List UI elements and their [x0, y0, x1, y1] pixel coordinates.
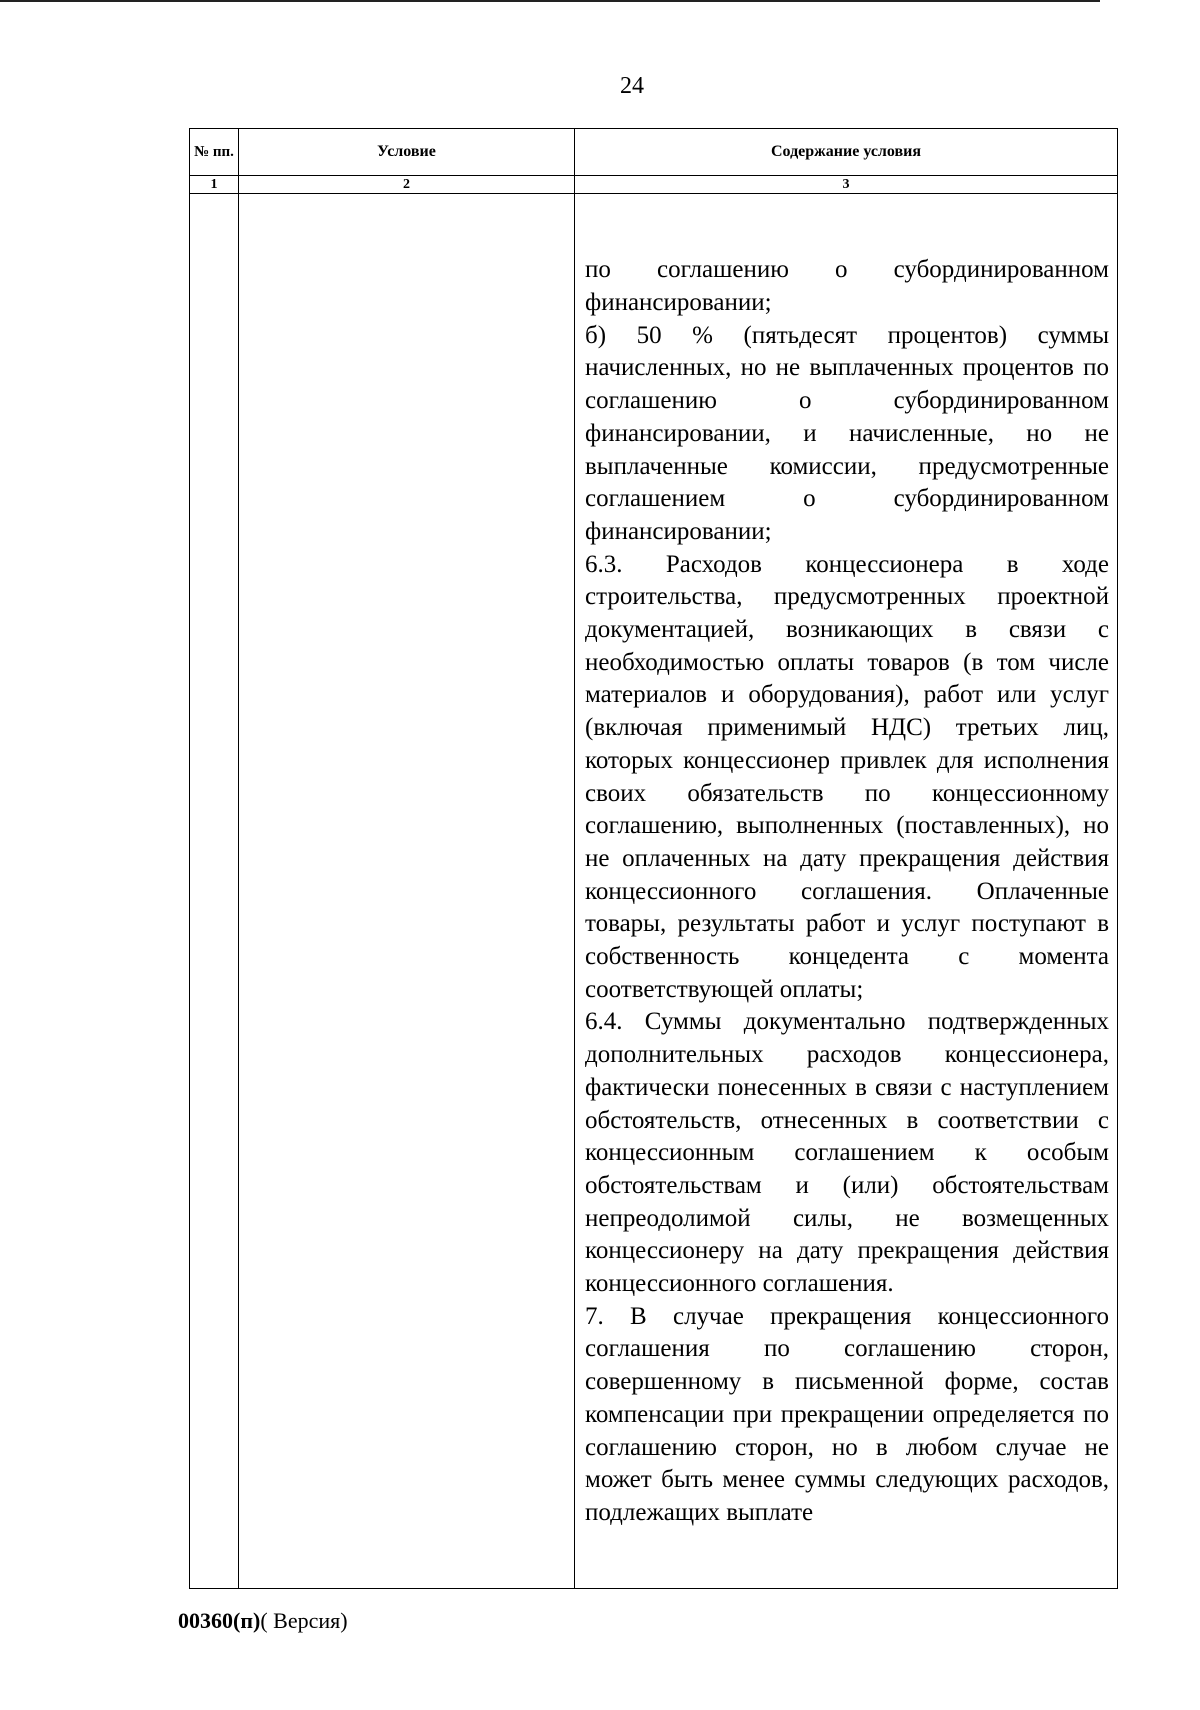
- document-code: 00360(п): [178, 1608, 261, 1633]
- document-footer: [178, 1608, 348, 1634]
- content-paragraph: 6.3. Расходов концессионера в ходе строительства, предусмотренных проектной документацией, возникающих в связи с необходимостью оплаты товаров (в том числе материалов и оборудования), работ или услуг (включая применимый НДС) третьих лиц, которых концессионер привлек для исполнения своих обязательств по концессионному соглашению, выполненных (поставленных), но не оплаченных на дату прекращения действия концессионного соглашения. Оплаченные товары, результаты работ и услуг поступают в собственность концедента с момента соответствующей оплаты;: [585, 550, 1109, 1003]
- header-content: Содержание условия: [575, 129, 1118, 176]
- header-condition: Условие: [239, 129, 575, 176]
- column-number-2: 2: [239, 176, 575, 194]
- row-content-cell: [575, 194, 1118, 1589]
- document-version: ( Версия): [260, 1608, 348, 1633]
- header-number: № пп.: [190, 129, 239, 176]
- column-number-1: 1: [190, 176, 239, 194]
- content-paragraph: 7. В случае прекращения концессионного соглашения по соглашению сторон, совершенному в письменной форме, состав компенсации при прекращении определяется по соглашению сторон, но в любом случае не может быть менее суммы следующих расходов, подлежащих выплате: [585, 1302, 1109, 1526]
- column-number-3: 3: [575, 176, 1118, 194]
- content-paragraph: по соглашению о субординированном финансировании;: [585, 256, 1109, 316]
- page-number: 24: [620, 73, 644, 99]
- column-number-row: [190, 176, 1118, 194]
- conditions-table: [189, 128, 1118, 1589]
- table-row: [190, 194, 1118, 1589]
- top-border-line: [0, 0, 1100, 2]
- table-header-row: [190, 129, 1118, 176]
- content-paragraph: б) 50 % (пятьдесят процентов) суммы начисленных, но не выплаченных процентов по соглашению о субординированном финансировании, и начисленные, но не выплаченные комиссии, предусмотренные соглашением о субординированном финансировании;: [585, 321, 1109, 545]
- condition-content: [575, 252, 1117, 1529]
- row-condition-cell: [239, 194, 575, 1589]
- content-paragraph: 6.4. Суммы документально подтвержденных дополнительных расходов концессионера, фактически понесенных в связи с наступлением обстоятельств, отнесенных в соответствии с концессионным соглашением к особым обстоятельствам и (или) обстоятельствам непреодолимой силы, не возмещенных концессионеру на дату прекращения действия концессионного соглашения.: [585, 1008, 1109, 1298]
- row-number-cell: [190, 194, 239, 1589]
